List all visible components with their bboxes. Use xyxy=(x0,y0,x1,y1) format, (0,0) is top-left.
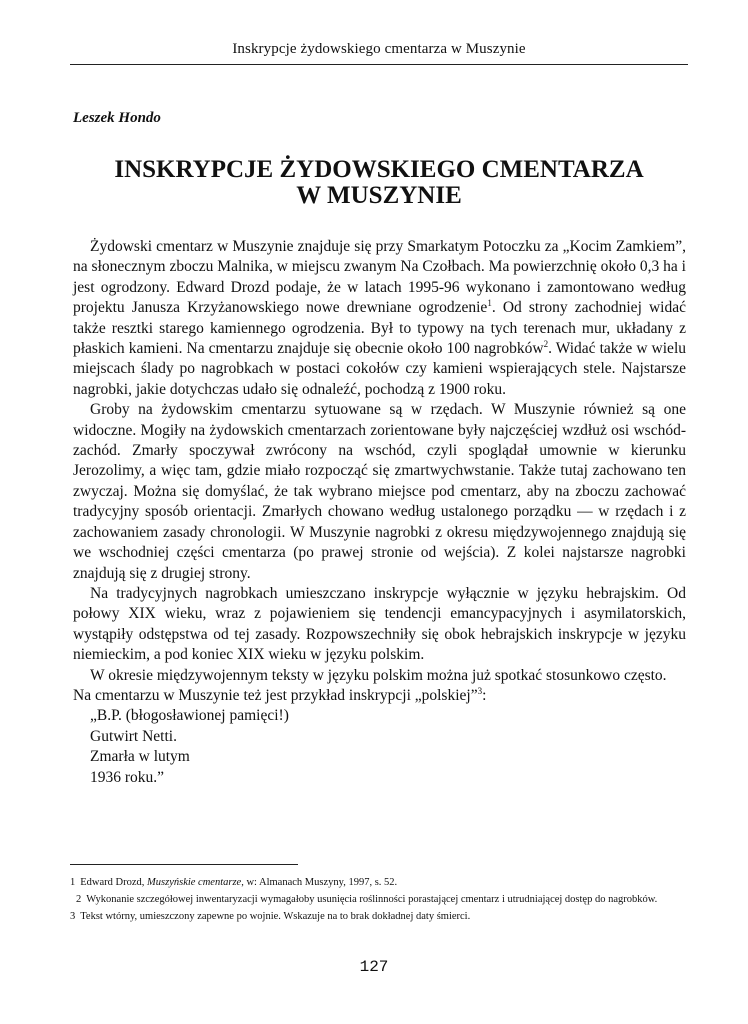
paragraph-1 xyxy=(73,237,686,400)
quote-line: 1936 roku.” xyxy=(90,768,165,786)
footnote-number: 3 xyxy=(70,911,76,922)
paragraph-4: W okresie międzywojennym teksty w języku polskim można już spotkać stosunkowo często. xyxy=(90,666,667,684)
author-name: Leszek Hondo xyxy=(73,110,161,126)
footnote-rule xyxy=(70,864,298,865)
running-head: Inskrypcje żydowskiego cmentarza w Muszynie xyxy=(232,41,526,57)
footnote-ref-1: 1 xyxy=(487,298,492,309)
footnote-ref-2: 2 xyxy=(543,338,549,349)
paragraph-3: Na tradycyjnych nagrobkach umieszczano inskrypcje wyłącznie w języku hebrajskim. Od połowy XIX wieku, wraz z pojawieniem się tendencji emancypacyjnych i asymilatorskich, wystąpiły odstępstwa od tej zasady. Rozpowszechniły się obok hebrajskich inskrypcje w języku niemieckim, a pod koniec XIX wieku w języku polskim. xyxy=(73,584,686,664)
footnote-1-text-b: , w: Almanach Muszyny, 1997, s. 52. xyxy=(241,877,398,888)
article-title xyxy=(70,157,688,209)
title-line-2: W MUSZYNIE xyxy=(296,182,462,209)
paragraph-1-part-c: . Widać także w wielu miejscach ślady po nagrobkach w postaci cokołów czy kamieni wspierających stele. Najstarsze nagrobki, jakie dotychczas udało się odnaleźć, pochodzą z 1900 roku. xyxy=(73,340,686,398)
quote-line: „B.P. (błogosławionej pamięci!) xyxy=(90,707,289,725)
paragraph-2: Groby na żydowskim cmentarzu sytuowane są w rzędach. W Muszynie również są one widoczne. Mogiły na żydowskich cmentarzach zorientowane były najczęściej wzdłuż osi wschód-zachód. Zmarły spoczywał zwrócony na wschód, czyli spoglądał umownie w kierunku Jerozolimy, a więc tam, gdzie miało rozpocząć się zmartwychwstanie. Także tutaj zachowano ten zwyczaj. Można się domyślać, że tak wybrano miejsce pod cmentarz, aby na zboczu zachować tradycyjny sposób orientacji. Zmarłych chowano według ustalonego porządku — w rzędach i z zachowaniem zasady chronologii. W Muszynie nagrobki z okresu międzywojennego znajdują się we wschodniej części cmentarza (po prawej stronie od wejścia). Z kolei najstarsze nagrobki znajdują się z drugiej strony. xyxy=(73,401,686,582)
header-rule xyxy=(70,64,688,65)
footnote-1 xyxy=(70,876,685,890)
paragraph-1-part-b: . Od strony zachodniej widać także resztki starego kamiennego ogrodzenia. Był to typowy na tych terenach mur, układany z płaskich kamieni. Na cmentarzu znajduje się obecnie około 100 nagrobków xyxy=(73,299,686,358)
footnote-1-italic-title: Muszyńskie cmentarze xyxy=(147,877,242,888)
footnote-2-text: Wykonanie szczegółowej inwentaryzacji wymagałoby usunięcia roślinności porastającej cmentarz i utrudniającej dostęp do nagrobków. xyxy=(86,894,658,905)
footnote-3 xyxy=(70,910,685,924)
footnote-number: 2 xyxy=(76,894,82,905)
title-line-1: INSKRYPCJE ŻYDOWSKIEGO CMENTARZA xyxy=(114,156,644,183)
footnote-ref-3: 3 xyxy=(477,685,483,696)
footnote-3-text: Tekst wtórny, umieszczony zapewne po wojnie. Wskazuje na to brak dokładnej daty śmierci. xyxy=(80,911,471,922)
inscription-quote xyxy=(90,706,686,788)
footnote-1-text-a: Edward Drozd, xyxy=(80,877,148,888)
paragraph-4-continuation xyxy=(73,686,686,706)
footnote-2 xyxy=(70,893,685,907)
page-number: 127 xyxy=(359,958,389,976)
footnote-number: 1 xyxy=(70,877,76,888)
article-body xyxy=(73,237,686,788)
paragraph-4-part-b: Na cmentarzu w Muszynie też jest przykład inskrypcji „polskiej” xyxy=(73,686,478,704)
quote-line: Gutwirt Netti. xyxy=(90,727,177,745)
paragraph-4-part-c: : xyxy=(482,686,487,704)
quote-line: Zmarła w lutym xyxy=(90,748,190,766)
paragraph-1-part-a: Żydowski cmentarz w Muszynie znajduje się przy Smarkatym Potoczku za „Kocim Zamkiem”, na słonecznym zboczu Malnika, w miejscu zwanym Na Czołbach. Ma powierzchnię około 0,3 ha i jest ogrodzony. Edward Drozd podaje, że w latach 1995-96 wykonano i zamontowano według projektu Janusza Krzyżanowskiego nowe drewniane ogrodzenie xyxy=(73,238,686,317)
footnotes xyxy=(70,876,685,927)
